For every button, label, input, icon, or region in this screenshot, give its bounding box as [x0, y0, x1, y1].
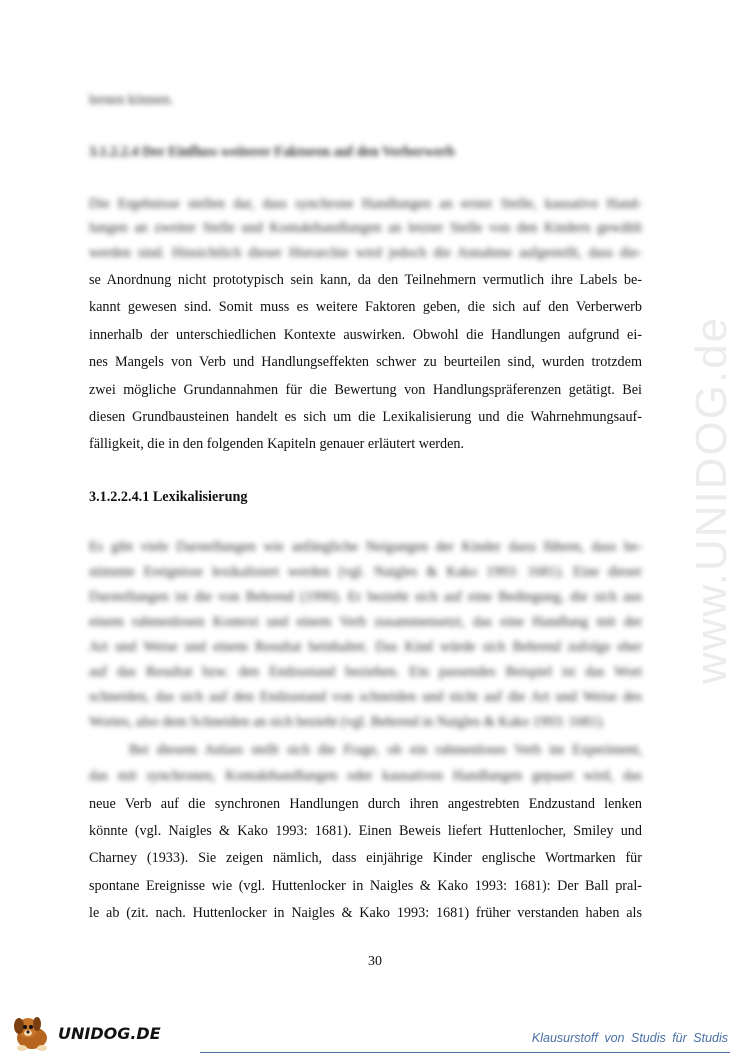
body-text-line: schneiden, das sich auf den Endzustand von schneiden und nicht auf die Art und Weise des — [89, 689, 642, 705]
body-text-line: le ab (zit. nach. Huttenlocker in Naigles & Kako 1993: 1681) früher verstanden haben als — [89, 905, 642, 921]
body-text-line: Bei diesem Anlass stellt sich die Frage, ob ein rahmenloses Verb im Experiment, — [129, 742, 642, 758]
footer-rule — [200, 1052, 730, 1053]
page-number: 30 — [368, 954, 382, 969]
body-text-line: Art und Weise und einem Resultat beinhaltet. Das Kind würde sich Behrend zufolge eher — [89, 639, 642, 655]
footer-logo[interactable] — [10, 1012, 180, 1052]
body-text-line: werden sind. Hinsichtlich dieser Hierarchie wird jedoch die Annahme aufgestellt, dass die- — [89, 245, 642, 261]
body-text-line: Es gibt viele Darstellungen wie anfängliche Neigungen der Kinder dazu führen, dass be- — [89, 539, 642, 555]
body-text-line: spontane Ereignisse wie (vgl. Huttenlocker in Naigles & Kako 1993: 1681): Der Ball pral- — [89, 878, 642, 894]
body-text-line: diesen Grundbausteinen handelt es sich um die Lexikalisierung und die Wahrnehmungsauf- — [89, 409, 642, 425]
body-text-line: Wortes, also dem Schneiden an sich bezieht (vgl. Behrend in Naigles & Kako 1993: 1681). — [89, 714, 606, 730]
body-text-line: könnte (vgl. Naigles & Kako 1993: 1681). Einen Beweis liefert Huttenlocher, Smiley und — [89, 823, 642, 839]
body-text-line: nes Mangels von Verb und Handlungseffekten schwer zu beurteilen sind, wurden trotzdem — [89, 354, 642, 370]
body-text-line: Die Ergebnisse stellen dar, dass synchrone Handlungen an erster Stelle, kausative Hand- — [89, 196, 642, 212]
logo-text: UNIDOG.DE — [58, 1024, 161, 1043]
body-text-line: Darstellungen ist die von Behrend (1990). Er bezieht sich auf eine Bedingung, die sich aus — [89, 589, 642, 605]
body-text-line: innerhalb der unterschiedlichen Kontexte auswirken. Obwohl die Handlungen aufgrund ei- — [89, 327, 642, 343]
footer-tagline: Klausurstoff von Studis für Studis — [531, 1031, 728, 1045]
body-text-line: kannt gewesen sind. Somit muss es weitere Faktoren geben, die sich auf den Verberwerb — [89, 299, 642, 315]
body-text-line: neue Verb auf die synchronen Handlungen durch ihren angestrebten Endzustand lenken — [89, 796, 642, 812]
body-text-line: se Anordnung nicht prototypisch sein kann, da den Teilnehmern vermutlich ihre Labels be- — [89, 272, 642, 288]
body-text-line: einem rahmenlosen Kontext und einem Verb zusammensetzt, das eine Handlung mit der — [89, 614, 642, 630]
dog-logo-icon — [10, 1014, 56, 1052]
body-text-line: zwei mögliche Grundannahmen für die Bewertung von Handlungspräferenzen getätigt. Bei — [89, 382, 642, 398]
body-text-line: das mit synchronen, Kontakthandlungen oder kausativen Handlungen gepaart wird, das — [89, 768, 642, 784]
section-heading: 3.1.2.2.4 Der Einfluss weiterer Faktoren auf den Verberwerb — [89, 144, 455, 160]
body-text-line: auf das Resultat bzw. den Endzustand beziehen. Ein passendes Beispiel ist das Wort — [89, 664, 642, 680]
body-text-line: lungen an zweiter Stelle und Kontakthandlungen an letzter Stelle von den Kindern gewählt — [89, 220, 642, 236]
section-heading: 3.1.2.2.4.1 Lexikalisierung — [89, 489, 248, 505]
body-text-line: fälligkeit, die in den folgenden Kapiteln genauer erläutert werden. — [89, 436, 465, 452]
body-text-line: stimmte Ereignisse lexikalisiert werden (vgl. Naigles & Kako 1993: 1681). Eine dieser — [89, 564, 642, 580]
body-text-line: Charney (1933). Sie zeigen nämlich, dass einjährige Kinder englische Wortmarken für — [89, 850, 642, 866]
body-text-line: lernen können. — [89, 92, 174, 108]
watermark: www.UNIDOG.de — [687, 315, 736, 685]
